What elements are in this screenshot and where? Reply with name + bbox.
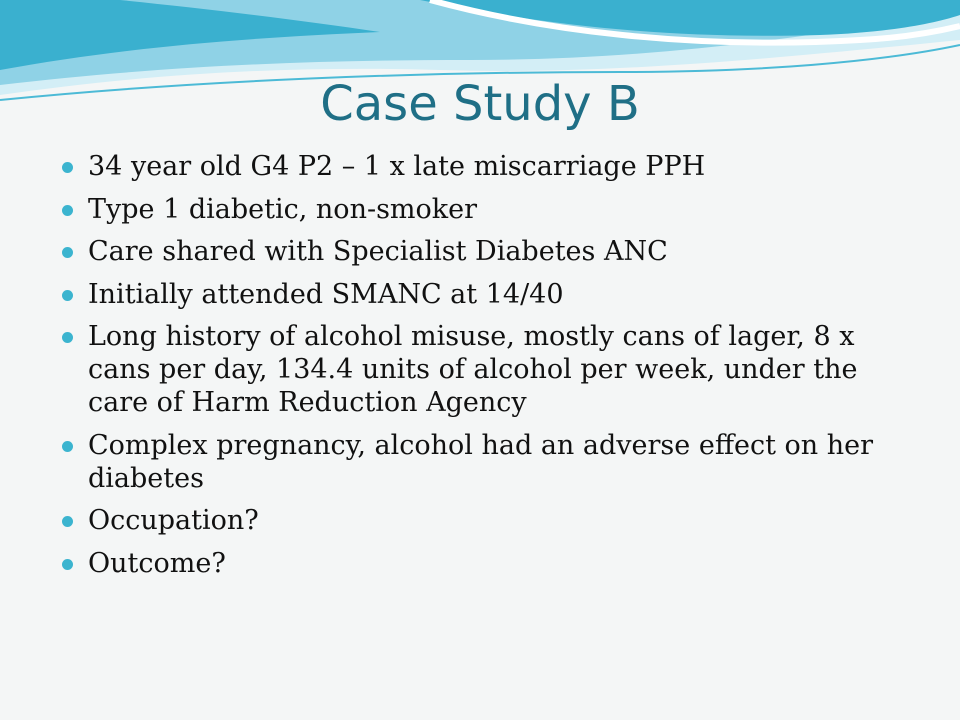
bullet-item	[60, 429, 910, 495]
bullet-text: Long history of alcohol misuse, mostly cans of lager, 8 x cans per day, 134.4 units of alcohol per week, under the care of Harm Reduction Agency	[88, 321, 858, 418]
bullet-marker	[62, 516, 73, 527]
bullet-text: Type 1 diabetic, non-smoker	[88, 193, 478, 225]
bullet-item	[60, 150, 910, 183]
bullet-item	[60, 320, 910, 419]
bullet-item	[60, 278, 910, 311]
bullet-marker	[62, 205, 73, 216]
bullet-item	[60, 504, 910, 537]
slide-title: Case Study B	[320, 76, 640, 132]
bullet-text: 34 year old G4 P2 – 1 x late miscarriage PPH	[88, 151, 706, 182]
bullet-item	[60, 235, 910, 268]
bullet-text: Initially attended SMANC at 14/40	[88, 278, 564, 310]
bullet-item	[60, 193, 910, 226]
bullet-list	[60, 150, 910, 589]
bullet-marker	[62, 559, 73, 570]
bullet-text: Outcome?	[88, 547, 226, 579]
bullet-text: Occupation?	[88, 505, 259, 536]
bullet-marker	[62, 162, 73, 173]
bullet-marker	[62, 247, 73, 258]
bullet-marker	[62, 332, 73, 343]
bullet-text: Care shared with Specialist Diabetes ANC	[88, 236, 668, 267]
bullet-text: Complex pregnancy, alcohol had an adverse effect on her diabetes	[88, 429, 874, 494]
bullet-marker	[62, 290, 73, 301]
bullet-item	[60, 547, 910, 580]
bullet-marker	[62, 441, 73, 452]
